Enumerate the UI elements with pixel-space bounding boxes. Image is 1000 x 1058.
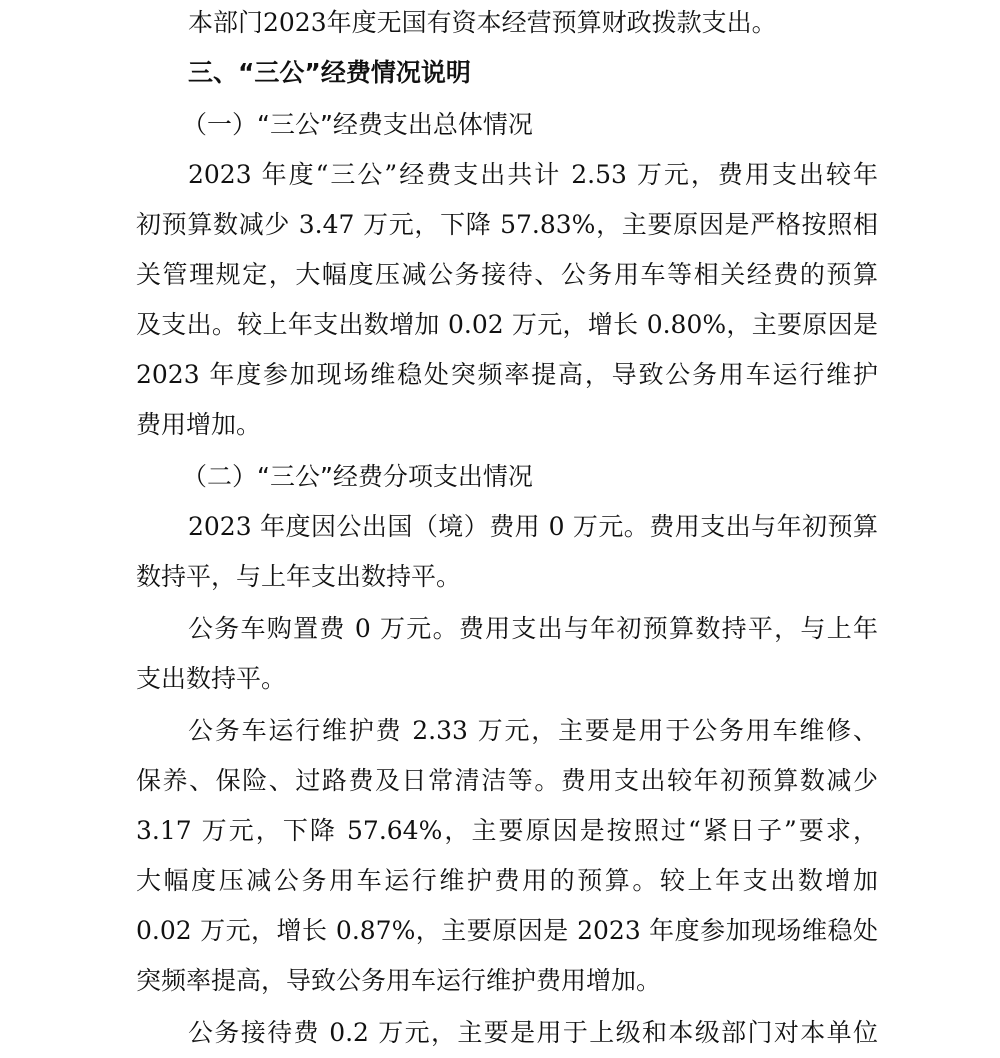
paragraph-line: 公务车运行维护费 2.33 万元，主要是用于公务用车维修、	[188, 716, 878, 745]
paragraph-line: 0.02 万元，增长 0.87%，主要原因是 2023 年度参加现场维稳处	[136, 916, 878, 945]
paragraph-line: 公务车购置费 0 万元。费用支出与年初预算数持平，与上年	[188, 614, 878, 643]
paragraph-line: 保养、保险、过路费及日常清洁等。费用支出较年初预算数减少	[136, 766, 878, 795]
paragraph-line: 关管理规定，大幅度压减公务接待、公务用车等相关经费的预算	[136, 260, 878, 289]
paragraph-line: 本部门2023年度无国有资本经营预算财政拨款支出。	[188, 8, 777, 37]
paragraph-line: 及支出。较上年支出数增加 0.02 万元，增长 0.80%，主要原因是	[136, 310, 878, 339]
section-heading: 三、“三公”经费情况说明	[188, 58, 471, 87]
paragraph-line: 2023 年度“三公”经费支出共计 2.53 万元，费用支出较年	[188, 160, 878, 189]
paragraph-line: 数持平，与上年支出数持平。	[136, 562, 462, 591]
paragraph-line: 公务接待费 0.2 万元，主要是用于上级和本级部门对本单位	[188, 1018, 878, 1047]
paragraph-line: 3.17 万元，下降 57.64%，主要原因是按照过“紧日子”要求，	[136, 816, 878, 845]
paragraph-line: 突频率提高，导致公务用车运行维护费用增加。	[136, 966, 662, 995]
paragraph-line: 2023 年度因公出国（境）费用 0 万元。费用支出与年初预算	[188, 512, 878, 541]
paragraph-line: 大幅度压减公务用车运行维护费用的预算。较上年支出数增加	[136, 866, 878, 895]
paragraph-line: 费用增加。	[136, 410, 262, 439]
paragraph-line: 2023 年度参加现场维稳处突频率提高，导致公务用车运行维护	[136, 360, 878, 389]
paragraph-line: 初预算数减少 3.47 万元，下降 57.83%，主要原因是严格按照相	[136, 210, 878, 239]
subsection-heading: （一）“三公”经费支出总体情况	[182, 110, 533, 139]
paragraph-line: 支出数持平。	[136, 664, 287, 693]
subsection-heading: （二）“三公”经费分项支出情况	[182, 462, 533, 491]
